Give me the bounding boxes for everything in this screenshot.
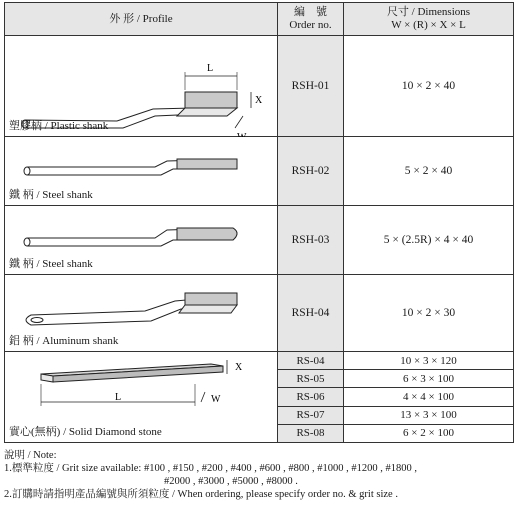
product-row [5, 137, 514, 206]
order-no-cell: RSH-01 [278, 36, 344, 137]
dimensions-cell: 10 × 3 × 120 [344, 352, 514, 370]
product-row [5, 275, 514, 352]
label-L: L [207, 63, 214, 74]
profile-caption: 塑膠柄 / Plastic shank [9, 120, 109, 132]
header-row [5, 3, 514, 36]
dimensions-cell: 5 × 2 × 40 [344, 137, 514, 206]
notes-title: 說明 / Note: [4, 450, 57, 461]
order-header-zh: 編 號 [294, 6, 327, 18]
profile-cell [5, 352, 278, 443]
profile-caption: 鐵 柄 / Steel shank [9, 189, 93, 201]
order-no-cell: RS-05 [278, 370, 344, 388]
profile-caption: 鐵 柄 / Steel shank [9, 258, 93, 270]
stone-label-L: L [115, 392, 122, 403]
dimensions-header-formula: W × (R) × X × L [391, 19, 466, 31]
profile-cell [5, 206, 278, 275]
order-no-cell: RS-04 [278, 352, 344, 370]
dimensions-cell: 5 × (2.5R) × 4 × 40 [344, 206, 514, 275]
dimensions-cell: 4 × 4 × 100 [344, 388, 514, 406]
dimensions-cell: 6 × 3 × 100 [344, 370, 514, 388]
note-ordering: 2.訂購時請指明產品編號與所須粒度 / When ordering, please specify order no. & grit size . [4, 489, 398, 500]
profile-caption: 實心(無柄) / Solid Diamond stone [9, 426, 162, 438]
dimensions-cell: 13 × 3 × 100 [344, 406, 514, 424]
order-no-cell: RSH-02 [278, 137, 344, 206]
product-row [5, 36, 514, 137]
stone-label-W: W [211, 394, 221, 405]
note-grit-sizes: 1.標準粒度 / Grit size available: #100 , #150 , #200 , #400 , #600 , #800 , #1000 , #1200 , #1800 , [4, 463, 417, 474]
stone-row [5, 352, 514, 370]
profile-cell [5, 137, 278, 206]
catalog-page [4, 2, 513, 501]
spec-table [4, 2, 514, 443]
product-row [5, 206, 514, 275]
note-grit-sizes-continued: #2000 , #3000 , #5000 , #8000 . [164, 476, 298, 487]
profile-cell [5, 36, 278, 137]
profile-cell [5, 275, 278, 352]
profile-header: 外 形 / Profile [5, 3, 278, 36]
order-no-cell: RSH-04 [278, 275, 344, 352]
order-no-cell: RS-08 [278, 424, 344, 442]
dimensions-cell: 10 × 2 × 30 [344, 275, 514, 352]
profile-caption: 鋁 柄 / Aluminum shank [9, 335, 119, 347]
order-no-cell: RSH-03 [278, 206, 344, 275]
dimensions-header [344, 3, 514, 36]
label-X: X [255, 95, 263, 106]
order-header [278, 3, 344, 36]
order-header-en: Order no. [289, 19, 332, 31]
dimensions-cell: 6 × 2 × 100 [344, 424, 514, 442]
order-no-cell: RS-07 [278, 406, 344, 424]
notes-section [4, 449, 513, 501]
dimensions-cell: 10 × 2 × 40 [344, 36, 514, 137]
order-no-cell: RS-06 [278, 388, 344, 406]
dimensions-header-title: 尺寸 / Dimensions [386, 6, 471, 18]
stone-label-X: X [235, 362, 243, 373]
